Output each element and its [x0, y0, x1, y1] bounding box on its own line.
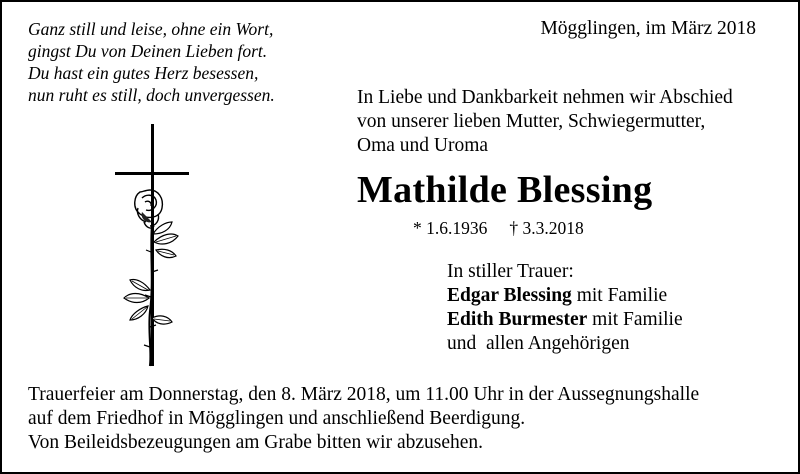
- footer-line: Von Beileidsbezeugungen am Grabe bitten wir abzusehen.: [28, 432, 484, 453]
- mourner-suffix: mit Familie: [587, 309, 683, 330]
- footer-line: Trauerfeier am Donnerstag, den 8. März 2018, um 11.00 Uhr in der Aussegnungshalle: [28, 384, 700, 405]
- footer-line: auf dem Friedhof in Mögglingen und anschließend Beerdigung.: [28, 408, 526, 429]
- poem-line: Ganz still und leise, ohne ein Wort,: [28, 19, 274, 39]
- memorial-poem: [28, 18, 275, 106]
- mourner-name: Edith Burmester: [447, 309, 588, 330]
- deceased-name: Mathilde Blessing: [357, 169, 653, 211]
- mourner-entry: [447, 308, 683, 332]
- poem-line: gingst Du von Deinen Lieben fort.: [28, 41, 268, 61]
- intro-line: In Liebe und Dankbarkeit nehmen wir Abschied: [357, 87, 733, 108]
- cross-with-rose-icon: [112, 122, 192, 372]
- poem-line: nun ruht es still, doch unvergessen.: [28, 85, 275, 105]
- mourner-name: Edgar Blessing: [447, 285, 572, 306]
- intro-line: von unserer lieben Mutter, Schwiegermutter,: [357, 111, 706, 132]
- mourner-entry: [447, 284, 683, 308]
- mourners-block: [447, 260, 683, 356]
- intro-line: Oma und Uroma: [357, 135, 489, 156]
- life-dates: [413, 218, 584, 239]
- mourners-closing: und allen Angehörigen: [447, 333, 630, 354]
- death-date: † 3.3.2018: [509, 218, 584, 238]
- poem-line: Du hast ein gutes Herz besessen,: [28, 63, 259, 83]
- farewell-intro: [357, 86, 733, 158]
- place-and-date: Mögglingen, im März 2018: [540, 18, 756, 39]
- birth-date: * 1.6.1936: [413, 218, 488, 238]
- mourner-suffix: mit Familie: [571, 285, 668, 306]
- funeral-information: [28, 383, 699, 455]
- mourners-heading: In stiller Trauer:: [447, 261, 574, 282]
